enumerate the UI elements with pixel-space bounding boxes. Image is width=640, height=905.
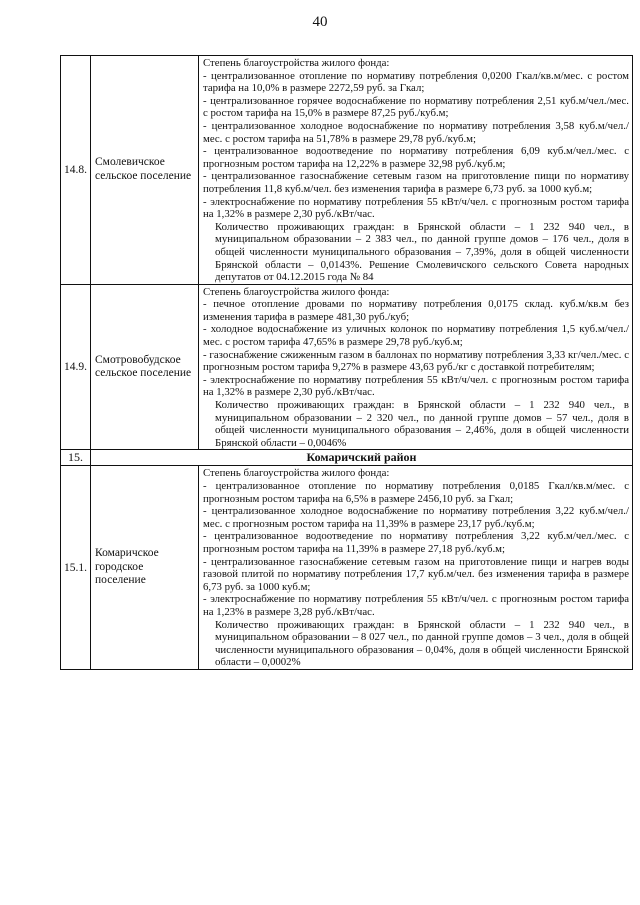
section-title: Комаричский район xyxy=(91,450,633,466)
description-item: - электроснабжение по нормативу потребления 55 кВт/ч/чел. с прогнозным ростом тарифа на 1,23% в размере 3,28 руб./кВт/час. xyxy=(203,593,629,618)
table-row xyxy=(61,284,633,450)
description-item: - централизованное газоснабжение сетевым газом на приготовление пищи и нагрев воды газовой плитой по нормативу потребления 17,7 куб.м/чел. без изменения тарифа в размере 6,73 руб. за 1000 куб.м; xyxy=(203,555,629,593)
description-item: - централизованное водоотведение по нормативу потребления 6,09 куб.м/чел./мес. с прогнозным ростом тарифа на 12,22% в размере 32,98 руб./куб.м; xyxy=(203,145,629,170)
description-item: - газоснабжение сжиженным газом в баллонах по нормативу потребления 3,33 кг/чел./мес. с прогнозным ростом тарифа 9,27% в размере 43,63 руб./кг с доставкой потребителям; xyxy=(203,348,629,374)
description-heading: Степень благоустройства жилого фонда: xyxy=(203,285,390,298)
description-item: - холодное водоснабжение из уличных колонок по нормативу потребления 1,5 куб.м/чел./мес. с ростом тарифа 47,65% в размере 29,78 руб./куб.м; xyxy=(203,323,629,349)
description-item: - электроснабжение по нормативу потребления 55 кВт/ч/чел. с прогнозным ростом тарифа на 1,32% в размере 2,30 руб./кВт/час. xyxy=(203,195,629,221)
description-cell xyxy=(199,466,633,670)
description-item: - централизованное отопление по нормативу потребления 0,0185 Гкал/кв.м/мес. с прогнозным ростом тарифа на 6,5% в размере 2456,10 руб. за Гкал; xyxy=(203,480,629,505)
settlement-name: Комаричское городское поселение xyxy=(91,466,199,670)
population-info: Количество проживающих граждан: в Брянской области – 1 232 940 чел., в муниципальном образовании – 2 383 чел., по данной группе домов – 176 чел., доля в общей численности муниципального образования – 7,39%, доля в общей численности Брянской области – 0,0143%. Решение Смолевичского сельского Совета народных депутатов от 04.12.2015 года № 84 xyxy=(215,220,629,284)
table-row xyxy=(61,466,633,670)
description-item: - централизованное холодное водоснабжение по нормативу потребления 3,22 куб.м/чел./мес. с прогнозным ростом тарифа на 11,39% в размере 23,17 руб./куб.м; xyxy=(203,505,629,530)
row-number: 15.1. xyxy=(61,466,91,670)
section-header-row xyxy=(61,450,633,466)
description-cell xyxy=(199,56,633,285)
description-item: - централизованное горячее водоснабжение по нормативу потребления 2,51 куб.м/чел./мес. с ростом тарифа на 15,0% в размере 87,25 руб./куб.м; xyxy=(203,94,629,120)
description-cell xyxy=(199,284,633,450)
section-number: 15. xyxy=(61,450,91,466)
description-heading: Степень благоустройства жилого фонда: xyxy=(203,467,390,480)
document-table xyxy=(60,55,633,670)
description-heading: Степень благоустройства жилого фонда: xyxy=(203,57,390,69)
row-number: 14.9. xyxy=(61,284,91,450)
settlement-name: Смотровобудское сельское поселение xyxy=(91,284,199,450)
description-item: - централизованное газоснабжение сетевым газом на приготовление пищи по нормативу потребления 11,8 куб.м/чел. без изменения тарифа в размере 6,73 руб. за 1000 куб.м; xyxy=(203,170,629,195)
table-row xyxy=(61,56,633,285)
description-item: - централизованное водоотведение по нормативу потребления 3,22 куб.м/чел./мес. с прогнозным ростом тарифа на 11,39% в размере 27,18 руб./куб.м; xyxy=(203,530,629,555)
settlement-name: Смолевичское сельское поселение xyxy=(91,56,199,285)
row-number: 14.8. xyxy=(61,56,91,285)
description-item: - централизованное отопление по нормативу потребления 0,0200 Гкал/кв.м/мес. с ростом тарифа на 10,0% в размере 2272,59 руб. за Гкал; xyxy=(203,69,629,95)
population-info: Количество проживающих граждан: в Брянской области – 1 232 940 чел., в муниципальном образовании – 8 027 чел., по данной группе домов – 3 чел., доля в общей численности муниципального образования – 0,04%, доля в общей численности Брянской области – 0,0002% xyxy=(215,618,629,669)
page-number: 40 xyxy=(312,14,328,30)
population-info: Количество проживающих граждан: в Брянской области – 1 232 940 чел., в муниципальном образовании – 2 320 чел., по данной группе домов – 57 чел., доля в общей численности муниципального образования – 2,46%, доля в общей численности Брянской области – 0,0046% xyxy=(215,399,629,449)
description-item: - централизованное холодное водоснабжение по нормативу потребления 3,58 куб.м/чел./мес. с ростом тарифа на 51,78% в размере 29,78 руб./куб.м; xyxy=(203,119,629,145)
description-item: - электроснабжение по нормативу потребления 55 кВт/ч/чел. с прогнозным ростом тарифа на 1,32% в размере 2,30 руб./кВт/час. xyxy=(203,373,629,399)
description-item: - печное отопление дровами по нормативу потребления 0,0175 склад. куб.м/кв.м без изменения тарифа в размере 481,30 руб./куб; xyxy=(203,298,629,323)
